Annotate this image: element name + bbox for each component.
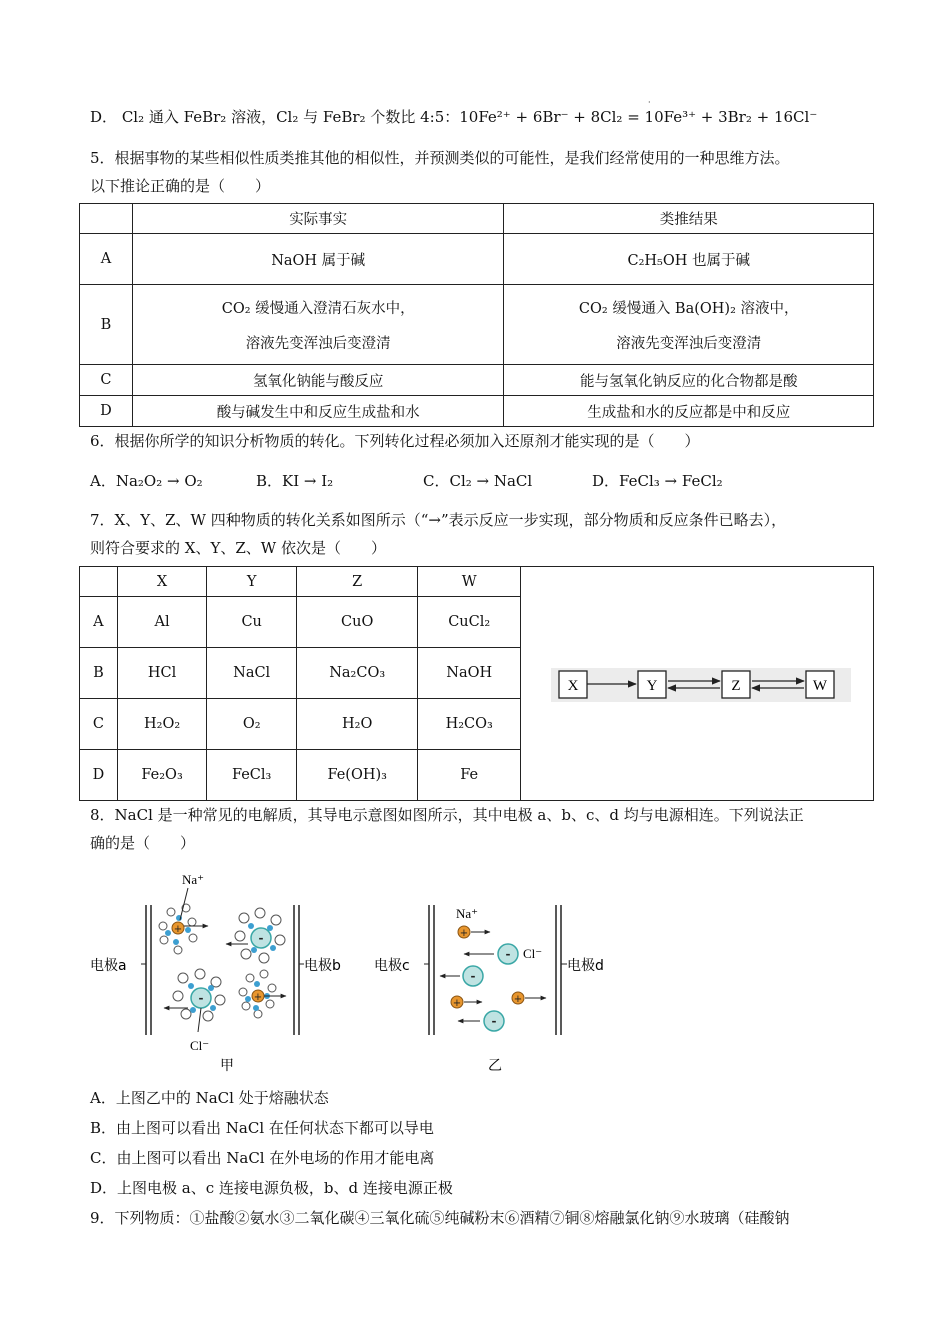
cl-label-yi: Cl⁻ [523,946,543,961]
result-cell: 生成盐和水的反应都是中和反应 [504,396,874,427]
table-cell: Fe₂O₃ [117,750,207,801]
row-option: D [80,396,133,427]
hydrated-cl-ion-bottom [173,969,225,1021]
q8-option-c: C．由上图可以看出 NaCl 在外电场的作用才能电离 [90,1149,435,1167]
row-option: D [80,750,118,801]
cl-label-jia: Cl⁻ [190,1038,210,1053]
table-cell [80,567,118,597]
na-ion-yi-1-sign: + [459,928,469,939]
svg-text:-: - [198,991,204,1005]
q4-d-text: Cl₂ 通入 FeBr₂ 溶液，Cl₂ 与 FeBr₂ 个数比 4:5：10Fe²⁺ + 6Br⁻ + 8Cl₂ = 10Fe³⁺ + 3Br₂ + 16Cl⁻ [121,108,818,126]
table-header: 实际事实 [132,204,504,234]
table-header: X [117,567,207,597]
table-cell: H₂CO₃ [418,699,521,750]
table-cell: Fe(OH)₃ [296,750,417,801]
row-option: C [80,699,118,750]
na-ion-yi-3-sign: + [513,994,523,1005]
q6-option-c: C．Cl₂ → NaCl [423,472,533,490]
row-option: B [80,285,133,365]
q8-option-a: A．上图乙中的 NaCl 处于熔融状态 [90,1089,329,1107]
table-cell: NaCl [207,648,297,699]
na-label: Na⁺ [182,872,205,887]
q4-option-d [90,106,817,128]
electrode-c-label: 电极c [374,958,410,974]
electrode-d-label: 电极d [567,958,604,974]
table-cell [80,204,133,234]
fact-cell: 酸与碱发生中和反应生成盐和水 [132,396,504,427]
table-row [80,396,874,427]
result-cell: 能与氢氧化钠反应的化合物都是酸 [504,365,874,396]
row-option: A [80,234,133,285]
q7-table [79,566,874,801]
q4-d-label: D． [90,108,118,126]
caption-yi: 乙 [488,1058,502,1074]
label-z: Z [731,677,741,694]
table-cell: CuCl₂ [418,597,521,648]
svg-text:-: - [258,931,264,945]
table-row [80,234,874,285]
q6-option-d: D．FeCl₃ → FeCl₂ [592,472,723,490]
table-header: Z [296,567,417,597]
cl-pointer [198,1008,201,1032]
cl-ion-yi-1-sign: - [505,947,511,961]
label-x: X [567,677,579,694]
row-option: A [80,597,118,648]
svg-text:+: + [173,924,183,935]
table-header: W [418,567,521,597]
table-cell: HCl [117,648,207,699]
table-cell: O₂ [207,699,297,750]
fact-cell: 氢氧化钠能与酸反应 [132,365,504,396]
q8-conduction-figure [80,860,640,1080]
label-w: W [812,677,828,694]
fact-cell [132,285,504,365]
q6-option-a: A．Na₂O₂ → O₂ [90,472,203,490]
fact-cell: NaOH 属于碱 [132,234,504,285]
q5-table [79,203,874,427]
q8-option-b: B．由上图可以看出 NaCl 在任何状态下都可以导电 [90,1119,434,1137]
stray-dot: · [648,98,651,107]
row-option: B [80,648,118,699]
table-row [80,285,874,365]
table-cell: Na₂CO₃ [296,648,417,699]
q8-option-d: D．上图电极 a、c 连接电源负极，b、d 连接电源正极 [90,1179,453,1197]
svg-text:+: + [253,992,263,1003]
q7-stem-line2: 则符合要求的 X、Y、Z、W 依次是（ ） [90,539,386,557]
fact-line: 溶液先变浑浊后变澄清 [245,335,391,352]
result-cell [504,285,874,365]
electrode-b-label: 电极b [304,958,341,974]
table-row [80,567,874,597]
na-ion-yi-2-sign: + [452,998,462,1009]
q7-diagram-cell [520,567,873,801]
table-row [80,204,874,234]
table-row [80,365,874,396]
q8-stem-line2: 确的是（ ） [90,834,196,852]
table-header: 类推结果 [504,204,874,234]
result-cell: C₂H₅OH 也属于碱 [504,234,874,285]
q5-stem-line1: 5．根据事物的某些相似性质类推其他的相似性，并预测类似的可能性，是我们经常使用的一种思维方法。 [90,149,790,167]
cl-ion-yi-2-sign: - [470,969,476,983]
caption-jia: 甲 [220,1058,234,1074]
electrode-a-label: 电极a [90,958,127,974]
na-label-yi: Na⁺ [456,906,479,921]
cl-ion-yi-3-sign: - [491,1014,497,1028]
table-header: Y [207,567,297,597]
q6-stem: 6．根据你所学的知识分析物质的转化。下列转化过程必须加入还原剂才能实现的是（ ） [90,432,700,450]
table-cell: Cu [207,597,297,648]
table-cell: CuO [296,597,417,648]
fact-line: CO₂ 缓慢通入澄清石灰水中， [221,300,415,317]
q8-stem-line1: 8．NaCl 是一种常见的电解质，其导电示意图如图所示，其中电极 a、b、c、d 均与电源相连。下列说法正 [90,806,804,824]
table-cell: FeCl₃ [207,750,297,801]
hydrated-na-ion [159,904,197,954]
hydrated-na-ion-bottom [239,970,276,1018]
table-cell: Fe [418,750,521,801]
q6-option-b: B．KI → I₂ [256,472,334,490]
result-line: 溶液先变浑浊后变澄清 [616,335,762,352]
result-line: CO₂ 缓慢通入 Ba(OH)₂ 溶液中， [578,300,799,317]
table-cell: H₂O₂ [117,699,207,750]
label-y: Y [646,677,658,694]
q9-stem: 9．下列物质：①盐酸②氨水③二氧化碳④三氧化硫⑤纯碱粉末⑥酒精⑦铜⑧熔融氯化钠⑨水玻璃（硅酸钠 [90,1209,790,1227]
table-cell: Al [117,597,207,648]
q5-stem-line2: 以下推论正确的是（ ） [90,177,271,195]
hydrated-cl-ion [235,908,285,963]
q7-stem-line1: 7．X、Y、Z、W 四种物质的转化关系如图所示（“→”表示反应一步实现，部分物质和反应条件已略去）， [90,511,787,529]
row-option: C [80,365,133,396]
table-cell: H₂O [296,699,417,750]
q7-transformation-diagram [521,568,873,800]
table-cell: NaOH [418,648,521,699]
